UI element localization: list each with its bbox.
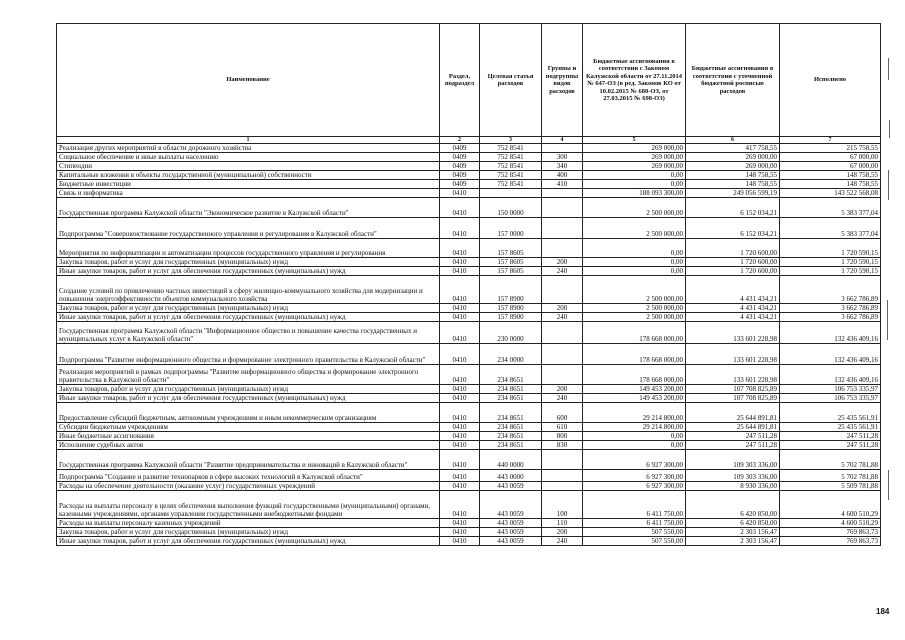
table-row [57, 171, 881, 180]
table-row [57, 450, 881, 470]
row-name-cell: Государственная программа Калужской области "Экономическое развитие в Калужской области" [57, 198, 440, 218]
row-name-cell: Иные закупки товаров, работ и услуг для обеспечения государственных (муниципальных) нужд [57, 537, 440, 546]
row-executed-cell: 132 436 409,16 [780, 322, 881, 344]
row-executed-cell: 5 509 781,88 [780, 482, 881, 491]
row-section-cell: 0410 [440, 344, 480, 365]
row-target-article-cell: 157 0000 [480, 218, 542, 239]
row-expense-group-cell [542, 144, 583, 153]
row-name-cell: Связь и информатика [57, 189, 440, 198]
row-section-cell: 0410 [440, 470, 480, 482]
row-expense-group-cell: 240 [542, 313, 583, 322]
table-row [57, 189, 881, 198]
margin-mark [887, 300, 888, 340]
row-allocation-refined-cell: 247 511,28 [686, 432, 780, 441]
row-name-cell: Расходы на выплаты персоналу в целях обеспечения выполнения функций государственными (муниципальными) органами, казенными учреждениями, органами управления государственными внебюджетными фондами [57, 491, 440, 519]
row-section-cell: 0409 [440, 162, 480, 171]
table-row [57, 432, 881, 441]
column-number: 2 [440, 137, 480, 144]
row-executed-cell: 5 702 781,88 [780, 470, 881, 482]
row-section-cell: 0410 [440, 423, 480, 432]
row-section-cell: 0410 [440, 432, 480, 441]
table-row [57, 441, 881, 450]
row-allocation-law-cell: 6 927 300,00 [583, 482, 686, 491]
row-name-cell: Реализация других мероприятий в области дорожного хозяйства [57, 144, 440, 153]
row-executed-cell: 143 522 568,08 [780, 189, 881, 198]
row-name-cell: Подпрограмма "Развитие информационного общества и формирование электронного правительства в Калужской области" [57, 344, 440, 365]
row-name-cell: Закупка товаров, работ и услуг для государственных (муниципальных) нужд [57, 258, 440, 267]
row-executed-cell: 67 000,00 [780, 153, 881, 162]
row-executed-cell: 1 720 590,15 [780, 258, 881, 267]
row-allocation-refined-cell: 6 152 034,21 [686, 198, 780, 218]
row-section-cell: 0410 [440, 322, 480, 344]
row-allocation-law-cell: 269 000,00 [583, 162, 686, 171]
row-section-cell: 0410 [440, 267, 480, 276]
row-allocation-law-cell: 507 550,00 [583, 528, 686, 537]
table-row [57, 394, 881, 403]
row-section-cell: 0410 [440, 189, 480, 198]
table-row [57, 491, 881, 519]
row-executed-cell: 1 720 590,15 [780, 267, 881, 276]
row-allocation-law-cell: 0,00 [583, 258, 686, 267]
header-name: Наименование [57, 24, 440, 137]
row-allocation-refined-cell: 6 152 034,21 [686, 218, 780, 239]
table-row [57, 198, 881, 218]
margin-mark [888, 170, 889, 200]
row-target-article-cell: 752 8541 [480, 153, 542, 162]
row-allocation-law-cell: 0,00 [583, 239, 686, 258]
row-section-cell: 0410 [440, 394, 480, 403]
row-section-cell: 0410 [440, 482, 480, 491]
row-allocation-law-cell: 269 000,00 [583, 153, 686, 162]
row-executed-cell: 5 702 781,88 [780, 450, 881, 470]
row-allocation-refined-cell: 1 720 600,00 [686, 258, 780, 267]
row-section-cell: 0410 [440, 385, 480, 394]
row-executed-cell: 769 863,73 [780, 528, 881, 537]
row-expense-group-cell: 610 [542, 423, 583, 432]
row-executed-cell: 5 383 377,04 [780, 218, 881, 239]
table-row [57, 304, 881, 313]
row-section-cell: 0410 [440, 519, 480, 528]
row-target-article-cell: 752 8541 [480, 180, 542, 189]
row-expense-group-cell: 200 [542, 385, 583, 394]
row-allocation-law-cell: 269 000,00 [583, 144, 686, 153]
row-section-cell: 0410 [440, 276, 480, 304]
row-executed-cell: 215 758,55 [780, 144, 881, 153]
row-allocation-refined-cell: 25 644 891,81 [686, 403, 780, 423]
table-row [57, 258, 881, 267]
row-allocation-law-cell: 2 500 000,00 [583, 198, 686, 218]
row-allocation-refined-cell: 148 758,55 [686, 171, 780, 180]
row-name-cell: Иные закупки товаров, работ и услуг для обеспечения государственных (муниципальных) нужд [57, 313, 440, 322]
row-allocation-law-cell: 507 550,00 [583, 537, 686, 546]
row-target-article-cell: 157 8605 [480, 239, 542, 258]
column-number: 4 [542, 137, 583, 144]
row-name-cell: Бюджетные инвестиции [57, 180, 440, 189]
row-name-cell: Предоставление субсидий бюджетным, автономным учреждениям и иным некоммерческим организациям [57, 403, 440, 423]
table-row [57, 313, 881, 322]
row-executed-cell: 3 662 786,89 [780, 313, 881, 322]
row-allocation-law-cell: 6 411 750,00 [583, 491, 686, 519]
row-section-cell: 0410 [440, 450, 480, 470]
table-row [57, 162, 881, 171]
row-target-article-cell: 234 8651 [480, 365, 542, 385]
row-name-cell: Исполнение судебных актов [57, 441, 440, 450]
row-name-cell: Закупка товаров, работ и услуг для государственных (муниципальных) нужд [57, 385, 440, 394]
header-executed: Исполнено [780, 24, 881, 137]
row-expense-group-cell [542, 276, 583, 304]
row-executed-cell: 25 435 561,91 [780, 423, 881, 432]
row-expense-group-cell [542, 365, 583, 385]
row-target-article-cell: 234 8651 [480, 403, 542, 423]
row-target-article-cell: 157 8605 [480, 267, 542, 276]
column-number: 7 [780, 137, 881, 144]
row-section-cell: 0410 [440, 258, 480, 267]
column-number-row [57, 137, 881, 144]
table-row [57, 239, 881, 258]
row-executed-cell: 106 753 335,97 [780, 394, 881, 403]
row-allocation-refined-cell: 417 758,55 [686, 144, 780, 153]
row-allocation-refined-cell: 4 431 434,21 [686, 304, 780, 313]
table-row [57, 276, 881, 304]
budget-table [56, 23, 881, 546]
row-allocation-law-cell: 0,00 [583, 432, 686, 441]
row-allocation-refined-cell: 133 601 228,98 [686, 322, 780, 344]
row-name-cell: Реализация мероприятий в рамках подпрограммы "Развитие информационного общества и формирование электронного правительства в Калужской области" [57, 365, 440, 385]
row-allocation-law-cell: 149 453 200,00 [583, 394, 686, 403]
row-section-cell: 0410 [440, 491, 480, 519]
table-row [57, 153, 881, 162]
row-allocation-law-cell: 178 668 000,00 [583, 322, 686, 344]
row-section-cell: 0410 [440, 218, 480, 239]
header-expense-groups: Группы и подгруппы видов расходов [542, 24, 583, 137]
row-expense-group-cell [542, 482, 583, 491]
row-target-article-cell: 234 8651 [480, 385, 542, 394]
row-target-article-cell: 157 8900 [480, 304, 542, 313]
row-allocation-refined-cell: 148 758,55 [686, 180, 780, 189]
row-name-cell: Капитальные вложения в объекты государственной (муниципальной) собственности [57, 171, 440, 180]
column-number: 6 [686, 137, 780, 144]
row-allocation-law-cell: 188 093 300,00 [583, 189, 686, 198]
table-row [57, 144, 881, 153]
row-name-cell: Подпрограмма "Совершенствование государственного управления и регулирования в Калужской области" [57, 218, 440, 239]
row-target-article-cell: 443 0059 [480, 491, 542, 519]
row-allocation-refined-cell: 4 431 434,21 [686, 276, 780, 304]
row-allocation-law-cell: 29 214 800,00 [583, 423, 686, 432]
row-executed-cell: 106 753 335,97 [780, 385, 881, 394]
row-allocation-law-cell: 149 453 200,00 [583, 385, 686, 394]
row-name-cell: Иные бюджетные ассигнования [57, 432, 440, 441]
row-allocation-law-cell: 2 500 000,00 [583, 313, 686, 322]
row-allocation-law-cell: 6 927 300,00 [583, 450, 686, 470]
row-allocation-refined-cell: 25 644 891,81 [686, 423, 780, 432]
row-expense-group-cell: 830 [542, 441, 583, 450]
row-allocation-law-cell: 29 214 800,00 [583, 403, 686, 423]
row-name-cell: Государственная программа Калужской области "Информационное общество и повышение качества государственных и муниципальных услуг в Калужской области" [57, 322, 440, 344]
row-executed-cell: 4 600 510,29 [780, 519, 881, 528]
row-expense-group-cell [542, 198, 583, 218]
row-section-cell: 0410 [440, 198, 480, 218]
row-name-cell: Государственная программа Калужской области "Развитие предпринимательства и инноваций в Калужской области" [57, 450, 440, 470]
header-row [57, 24, 881, 137]
table-row [57, 470, 881, 482]
row-allocation-refined-cell: 8 930 336,00 [686, 482, 780, 491]
table-row [57, 180, 881, 189]
row-name-cell: Иные закупки товаров, работ и услуг для обеспечения государственных (муниципальных) нужд [57, 267, 440, 276]
row-allocation-refined-cell: 247 511,28 [686, 441, 780, 450]
row-name-cell: Субсидии бюджетным учреждениям [57, 423, 440, 432]
row-target-article-cell: 234 8651 [480, 432, 542, 441]
row-allocation-refined-cell: 6 420 850,00 [686, 491, 780, 519]
column-number: 3 [480, 137, 542, 144]
row-section-cell: 0409 [440, 180, 480, 189]
row-allocation-refined-cell: 1 720 600,00 [686, 239, 780, 258]
row-allocation-law-cell: 0,00 [583, 441, 686, 450]
row-target-article-cell: 443 0059 [480, 528, 542, 537]
row-allocation-law-cell: 6 927 300,00 [583, 470, 686, 482]
row-expense-group-cell: 410 [542, 180, 583, 189]
row-allocation-refined-cell: 4 431 434,21 [686, 313, 780, 322]
table-row [57, 344, 881, 365]
row-target-article-cell: 752 8541 [480, 171, 542, 180]
row-name-cell: Расходы на обеспечение деятельности (оказание услуг) государственных учреждений [57, 482, 440, 491]
row-target-article-cell: 157 8900 [480, 313, 542, 322]
row-executed-cell: 132 436 409,16 [780, 344, 881, 365]
table-row [57, 482, 881, 491]
header-allocations-law: Бюджетные ассигнования в соответствии с Законом Калужской области от 27.11.2014 № 647-ОЗ (в ред. Законов КО от 10.02.2015 № 680-ОЗ, от 27.03.2015 № 698-ОЗ) [583, 24, 686, 137]
row-expense-group-cell [542, 239, 583, 258]
table-row [57, 365, 881, 385]
row-expense-group-cell [542, 470, 583, 482]
row-name-cell: Стипендии [57, 162, 440, 171]
row-target-article-cell: 440 0000 [480, 450, 542, 470]
row-executed-cell: 5 383 377,04 [780, 198, 881, 218]
table-row [57, 385, 881, 394]
row-allocation-refined-cell: 6 420 850,00 [686, 519, 780, 528]
row-allocation-refined-cell: 109 303 336,00 [686, 450, 780, 470]
row-executed-cell: 3 662 786,89 [780, 304, 881, 313]
row-expense-group-cell: 300 [542, 153, 583, 162]
table-row [57, 322, 881, 344]
column-number: 1 [57, 137, 440, 144]
row-expense-group-cell: 240 [542, 267, 583, 276]
row-target-article-cell [480, 189, 542, 198]
table-row [57, 519, 881, 528]
margin-mark [888, 58, 889, 80]
row-target-article-cell: 443 0059 [480, 482, 542, 491]
row-expense-group-cell [542, 450, 583, 470]
row-expense-group-cell: 200 [542, 258, 583, 267]
row-section-cell: 0409 [440, 144, 480, 153]
row-target-article-cell: 443 0000 [480, 470, 542, 482]
row-target-article-cell: 443 0059 [480, 537, 542, 546]
row-expense-group-cell: 600 [542, 403, 583, 423]
row-name-cell: Закупка товаров, работ и услуг для государственных (муниципальных) нужд [57, 304, 440, 313]
row-section-cell: 0410 [440, 304, 480, 313]
row-target-article-cell: 230 0000 [480, 322, 542, 344]
row-target-article-cell: 234 8651 [480, 423, 542, 432]
column-number: 5 [583, 137, 686, 144]
row-target-article-cell: 234 8651 [480, 441, 542, 450]
row-target-article-cell: 150 0000 [480, 198, 542, 218]
row-allocation-refined-cell: 269 000,00 [686, 162, 780, 171]
row-allocation-law-cell: 0,00 [583, 171, 686, 180]
row-section-cell: 0410 [440, 313, 480, 322]
row-allocation-refined-cell: 107 708 825,89 [686, 394, 780, 403]
row-executed-cell: 67 000,00 [780, 162, 881, 171]
row-allocation-refined-cell: 107 708 825,89 [686, 385, 780, 394]
row-executed-cell: 769 863,73 [780, 537, 881, 546]
row-section-cell: 0410 [440, 365, 480, 385]
row-allocation-refined-cell: 109 303 336,00 [686, 470, 780, 482]
row-executed-cell: 148 758,55 [780, 180, 881, 189]
row-executed-cell: 4 600 510,29 [780, 491, 881, 519]
row-allocation-refined-cell: 249 056 599,19 [686, 189, 780, 198]
row-executed-cell: 25 435 561,91 [780, 403, 881, 423]
row-allocation-refined-cell: 1 720 600,00 [686, 267, 780, 276]
row-expense-group-cell: 800 [542, 432, 583, 441]
row-name-cell: Создание условий по привлечению частных инвестиций в сферу жилищно-коммунального хозяйства для модернизации и повышения энергоэффективности объектов коммунального хозяйства [57, 276, 440, 304]
row-target-article-cell: 752 8541 [480, 144, 542, 153]
row-expense-group-cell: 240 [542, 537, 583, 546]
row-target-article-cell: 234 0000 [480, 344, 542, 365]
row-section-cell: 0409 [440, 153, 480, 162]
row-executed-cell: 132 436 409,16 [780, 365, 881, 385]
row-section-cell: 0410 [440, 441, 480, 450]
row-allocation-refined-cell: 2 303 156,47 [686, 537, 780, 546]
row-section-cell: 0410 [440, 537, 480, 546]
row-expense-group-cell: 110 [542, 519, 583, 528]
row-allocation-refined-cell: 133 601 228,98 [686, 365, 780, 385]
row-name-cell: Социальное обеспечение и иные выплаты населению [57, 153, 440, 162]
header-target-article: Целевая статья расходов [480, 24, 542, 137]
row-expense-group-cell: 400 [542, 171, 583, 180]
table-row [57, 267, 881, 276]
row-allocation-law-cell: 2 500 000,00 [583, 218, 686, 239]
row-allocation-law-cell: 6 411 750,00 [583, 519, 686, 528]
row-target-article-cell: 157 8900 [480, 276, 542, 304]
row-name-cell: Закупка товаров, работ и услуг для государственных (муниципальных) нужд [57, 528, 440, 537]
row-expense-group-cell: 100 [542, 491, 583, 519]
row-name-cell: Подпрограмма "Создание и развитие технопарков в сфере высоких технологий в Калужской области" [57, 470, 440, 482]
row-expense-group-cell [542, 322, 583, 344]
row-executed-cell: 3 662 786,89 [780, 276, 881, 304]
row-allocation-refined-cell: 2 303 156,47 [686, 528, 780, 537]
row-section-cell: 0410 [440, 528, 480, 537]
table-row [57, 423, 881, 432]
header-allocations-refined: Бюджетные ассигнования в соответствии с уточненной бюджетной росписью расходов [686, 24, 780, 137]
row-allocation-law-cell: 178 668 000,00 [583, 365, 686, 385]
margin-mark [888, 470, 889, 500]
row-executed-cell: 148 758,55 [780, 171, 881, 180]
row-allocation-refined-cell: 133 601 228,98 [686, 344, 780, 365]
row-name-cell: Иные закупки товаров, работ и услуг для обеспечения государственных (муниципальных) нужд [57, 394, 440, 403]
row-expense-group-cell [542, 344, 583, 365]
table-row [57, 218, 881, 239]
table-body [57, 144, 881, 546]
row-section-cell: 0409 [440, 171, 480, 180]
margin-mark [889, 120, 890, 138]
row-name-cell: Мероприятия по информатизации и автоматизации процессов государственного управления и регулирования [57, 239, 440, 258]
row-allocation-refined-cell: 269 000,00 [686, 153, 780, 162]
row-allocation-law-cell: 0,00 [583, 267, 686, 276]
row-target-article-cell: 443 0059 [480, 519, 542, 528]
row-expense-group-cell: 200 [542, 304, 583, 313]
page-number: 184 [876, 607, 890, 616]
row-target-article-cell: 752 8541 [480, 162, 542, 171]
row-allocation-law-cell: 2 500 000,00 [583, 304, 686, 313]
table-row [57, 528, 881, 537]
row-expense-group-cell [542, 218, 583, 239]
row-allocation-law-cell: 178 668 000,00 [583, 344, 686, 365]
row-expense-group-cell [542, 189, 583, 198]
row-allocation-law-cell: 2 500 000,00 [583, 276, 686, 304]
row-expense-group-cell: 340 [542, 162, 583, 171]
row-name-cell: Расходы на выплаты персоналу казенных учреждений [57, 519, 440, 528]
row-executed-cell: 1 720 590,15 [780, 239, 881, 258]
row-section-cell: 0410 [440, 239, 480, 258]
row-expense-group-cell: 200 [542, 528, 583, 537]
row-target-article-cell: 157 8605 [480, 258, 542, 267]
row-allocation-law-cell: 0,00 [583, 180, 686, 189]
table-row [57, 537, 881, 546]
table-row [57, 403, 881, 423]
header-section: Раздел, подраздел [440, 24, 480, 137]
row-target-article-cell: 234 8651 [480, 394, 542, 403]
row-executed-cell: 247 511,28 [780, 432, 881, 441]
row-expense-group-cell: 240 [542, 394, 583, 403]
row-executed-cell: 247 511,28 [780, 441, 881, 450]
row-section-cell: 0410 [440, 403, 480, 423]
